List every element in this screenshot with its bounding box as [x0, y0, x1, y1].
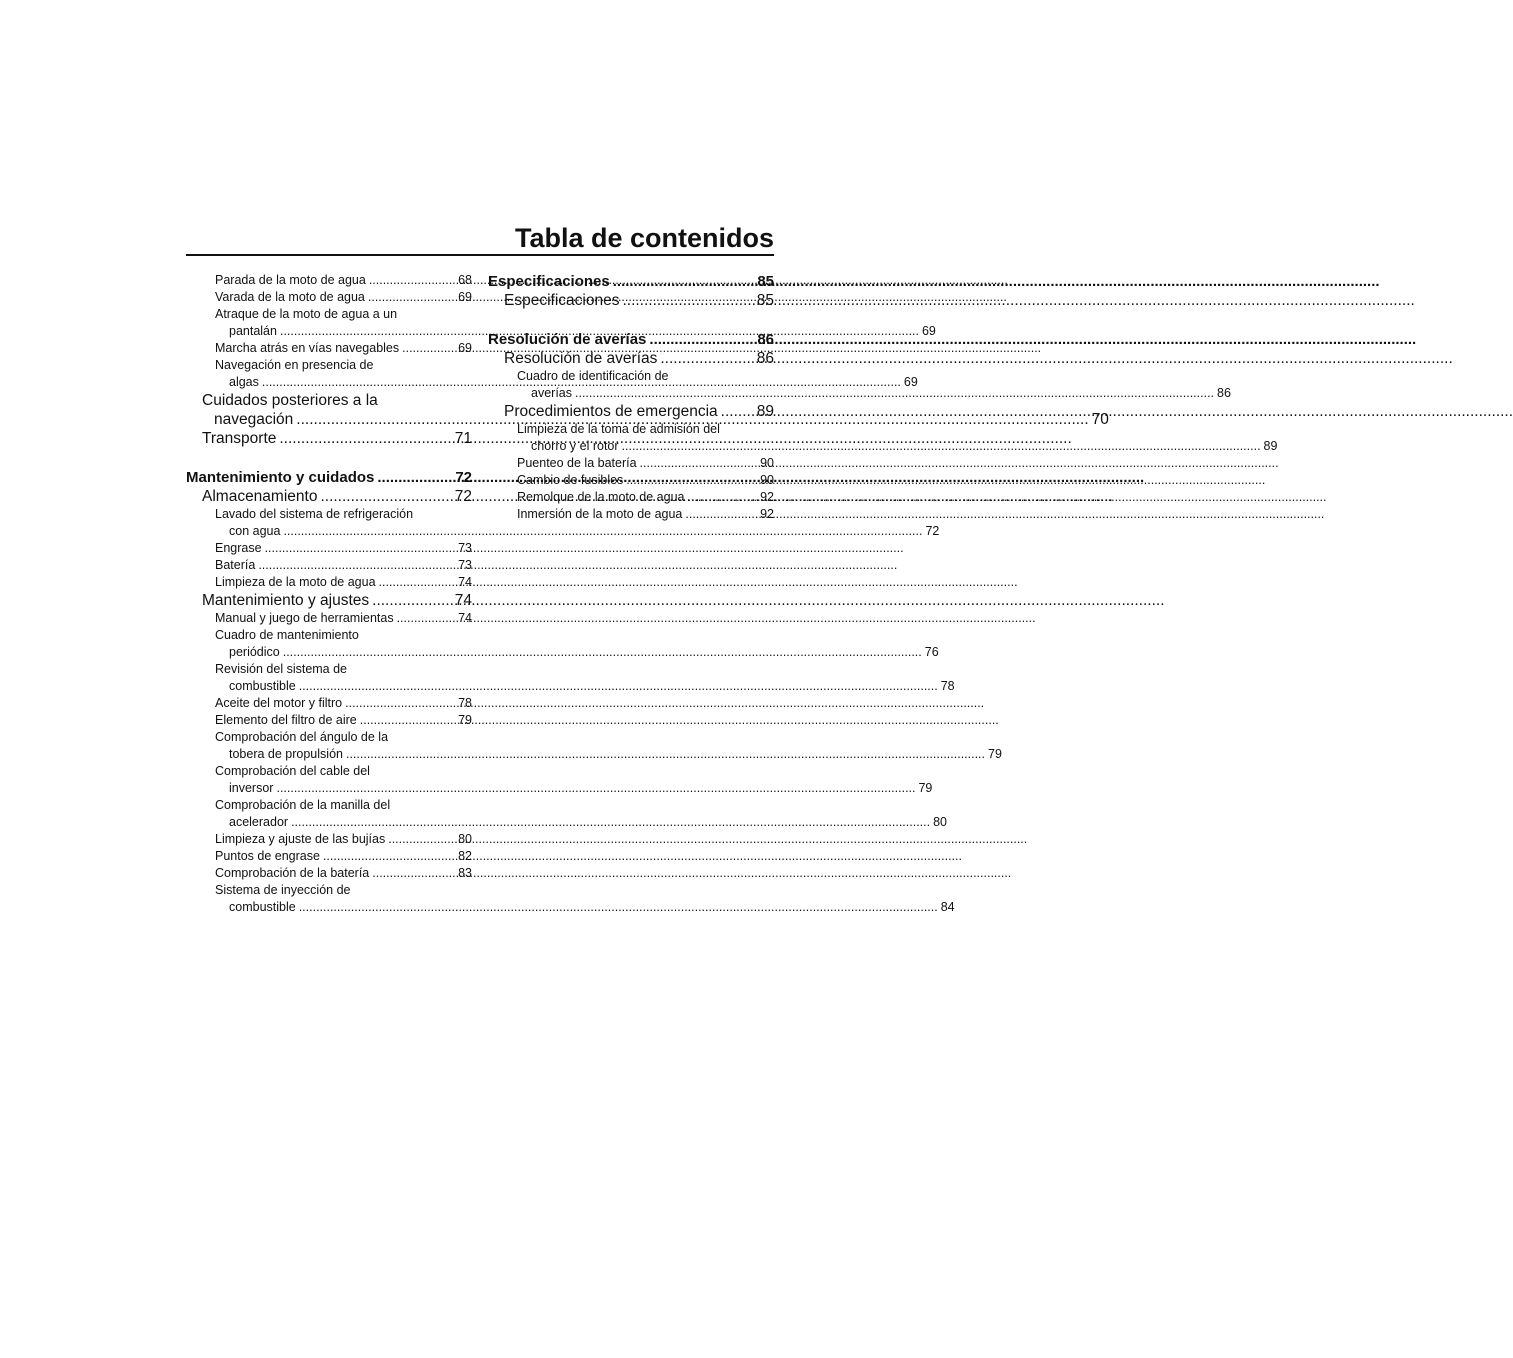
toc-entry-text: Revisión del sistema de	[215, 662, 348, 676]
toc-entry-row	[215, 272, 472, 289]
toc-entry-title: Transporte	[202, 430, 277, 447]
toc-subsection[interactable]	[186, 712, 472, 729]
section-gap	[186, 448, 472, 468]
toc-entry-title: Inmersión de la moto de agua	[517, 507, 683, 521]
toc-page-number: 85	[756, 292, 774, 309]
toc-entry-title: pantalán	[229, 324, 277, 338]
dot-leader	[372, 591, 452, 610]
toc-entry-row	[215, 574, 472, 591]
toc-section[interactable]	[488, 291, 774, 310]
toc-page-number: 80	[458, 832, 472, 846]
toc-entry-row	[504, 349, 774, 368]
dot-leader	[622, 291, 753, 310]
toc-page-number: 86	[757, 331, 774, 348]
toc-entry-title: Cambio de fusibles	[517, 473, 624, 487]
page-header	[186, 222, 774, 256]
toc-subsection[interactable]	[186, 882, 955, 916]
toc-entry-row	[215, 746, 1002, 763]
toc-subsection[interactable]	[186, 289, 472, 306]
toc-entry-title: Puntos de engrase	[215, 849, 320, 863]
toc-page-number: 82	[458, 849, 472, 863]
toc-entry-text: Navegación en presencia de	[215, 358, 374, 372]
toc-page-number: 86	[1217, 386, 1231, 400]
toc-entry-title: chorro y el rotor	[531, 439, 619, 453]
page-title: Tabla de contenidos	[514, 223, 774, 253]
toc-entry-text: Cuadro de mantenimiento	[215, 628, 359, 642]
toc-entry-title: Resolución de averías	[488, 331, 647, 348]
toc-page-number: 83	[458, 866, 472, 880]
toc-entry-title: inversor	[229, 781, 274, 795]
dot-leader	[291, 815, 930, 829]
dot-leader	[622, 439, 1261, 453]
toc-page-number: 92	[760, 507, 774, 521]
dot-leader	[369, 272, 455, 289]
toc-subsection[interactable]	[186, 695, 472, 712]
dot-leader	[265, 540, 456, 557]
toc-entry-text: Lavado del sistema de refrigeración	[215, 507, 414, 521]
toc-entry-title: Manual y juego de herramientas	[215, 611, 394, 625]
dot-leader	[379, 574, 456, 591]
toc-subsection[interactable]	[186, 763, 933, 797]
toc-entry-title: Batería	[215, 558, 256, 572]
toc-entry-title: combustible	[229, 900, 296, 914]
toc-section[interactable]	[186, 429, 472, 448]
toc-entry-title: Comprobación de la batería	[215, 866, 370, 880]
dot-leader	[345, 695, 455, 712]
toc-entry-title: averías	[531, 386, 572, 400]
toc-page-number: 74	[454, 592, 472, 609]
toc-entry-row	[215, 289, 472, 306]
toc-subsection[interactable]	[488, 489, 774, 506]
toc-section[interactable]	[488, 402, 774, 421]
toc-subsection[interactable]	[186, 557, 472, 574]
toc-section[interactable]	[186, 487, 472, 506]
toc-entry-row	[517, 472, 774, 489]
toc-entry-title: Especificaciones	[504, 292, 620, 309]
toc-entry-row	[215, 780, 933, 797]
dot-leader	[346, 747, 985, 761]
toc-entry-text: Limpieza de la toma de admisión del	[517, 422, 720, 436]
toc-section[interactable]	[488, 349, 774, 368]
toc-page-number: 73	[458, 558, 472, 572]
toc-entry-text: Comprobación de la manilla del	[215, 798, 391, 812]
toc-entry-row	[488, 330, 774, 349]
toc-page-number: 86	[756, 350, 774, 367]
dot-leader	[649, 330, 754, 349]
toc-entry-row	[215, 831, 472, 848]
toc-subsection[interactable]	[186, 340, 472, 357]
dot-leader	[360, 712, 455, 729]
toc-page-number: 92	[760, 490, 774, 504]
toc-entry-row	[202, 429, 472, 448]
dot-leader	[388, 831, 455, 848]
toc-subsection[interactable]	[488, 472, 774, 489]
section-gap	[488, 310, 774, 330]
dot-leader	[323, 848, 455, 865]
toc-page-number: 68	[458, 273, 472, 287]
toc-entry-row	[215, 814, 947, 831]
dot-leader	[402, 340, 455, 357]
toc-entry-text: Comprobación del cable del	[215, 764, 370, 778]
toc-entry-row	[215, 865, 472, 882]
dot-leader	[299, 900, 938, 914]
dot-leader	[283, 524, 922, 538]
toc-subsection[interactable]	[186, 610, 472, 627]
toc-entry-row	[517, 455, 774, 472]
toc-subsection[interactable]	[186, 574, 472, 591]
dot-leader	[613, 272, 755, 291]
toc-entry-title: Parada de la moto de agua	[215, 273, 366, 287]
dot-leader	[640, 455, 758, 472]
toc-page-number: 69	[458, 290, 472, 304]
toc-page-number: 69	[458, 341, 472, 355]
title-rule	[186, 254, 774, 256]
toc-page-number: 79	[988, 747, 1002, 761]
toc-page-number: 84	[940, 900, 955, 914]
toc-entry-title: navegación	[214, 411, 294, 428]
toc-entry-title: Almacenamiento	[202, 488, 318, 505]
toc-entry-title: Puenteo de la batería	[517, 456, 637, 470]
toc-entry-title: combustible	[229, 679, 296, 693]
toc-chapter[interactable]	[488, 272, 774, 291]
toc-chapter[interactable]	[488, 330, 774, 349]
toc-entry-row	[215, 644, 939, 661]
toc-entry-row	[215, 557, 472, 574]
toc-entry-row	[186, 468, 472, 487]
toc-subsection[interactable]	[488, 455, 774, 472]
dot-leader	[258, 557, 455, 574]
toc-page-number: 74	[458, 575, 472, 589]
toc-entry-title: Limpieza y ajuste de las bujías	[215, 832, 386, 846]
dot-leader	[299, 679, 938, 693]
dot-leader	[320, 487, 451, 506]
toc-page-number: 78	[458, 696, 472, 710]
toc-page-number: 74	[458, 611, 472, 625]
toc-page-number: 79	[918, 781, 933, 795]
toc-entry-row	[215, 848, 472, 865]
toc-page-number: 90	[760, 473, 774, 487]
toc-entry-title: Limpieza de la moto de agua	[215, 575, 376, 589]
toc-entry-text: Comprobación del ángulo de la	[215, 730, 389, 744]
toc-entry-title: Marcha atrás en vías navegables	[215, 341, 400, 355]
toc-entry-title: algas	[229, 375, 259, 389]
dot-leader	[372, 865, 455, 882]
toc-entry-row	[215, 712, 472, 729]
toc-page-number: 72	[925, 524, 940, 538]
dot-leader	[575, 386, 1214, 400]
toc-subsection[interactable]	[186, 848, 472, 865]
toc-entry-title: Engrase	[215, 541, 262, 555]
toc-subsection[interactable]	[186, 540, 472, 557]
toc-entry-row	[488, 272, 774, 291]
dot-leader	[626, 472, 757, 489]
toc-entry-row	[202, 487, 472, 506]
toc-page-number: 78	[940, 679, 955, 693]
toc-page-number: 89	[1263, 439, 1278, 453]
toc-page-number: 79	[458, 713, 472, 727]
toc-entry-title: con agua	[229, 524, 281, 538]
dot-leader	[397, 610, 456, 627]
toc-page-number: 72	[454, 488, 472, 505]
toc-entry-title: Resolución de averías	[504, 350, 658, 367]
toc-entry-row	[215, 678, 955, 695]
toc-page-number: 70	[1091, 411, 1109, 428]
toc-subsection[interactable]	[186, 797, 947, 831]
toc-page-number: 73	[458, 541, 472, 555]
toc-subsection[interactable]	[186, 627, 939, 661]
toc-entry-text: Sistema de inyección de	[215, 883, 351, 897]
toc-entry-text: Cuadro de identificación de	[517, 369, 669, 383]
toc-entry-row	[517, 385, 1231, 402]
toc-entry-row	[202, 591, 472, 610]
toc-entry-title: Varada de la moto de agua	[215, 290, 365, 304]
toc-entry-row	[504, 402, 774, 421]
toc-entry-row	[517, 438, 1278, 455]
toc-entry-title: acelerador	[229, 815, 289, 829]
toc-entry-row	[215, 695, 472, 712]
toc-subsection[interactable]	[186, 831, 472, 848]
toc-subsection[interactable]	[186, 272, 472, 289]
toc-entry-row	[215, 899, 955, 916]
dot-leader	[377, 468, 452, 487]
toc-entry-text: Cuidados posteriores a la	[202, 392, 378, 409]
toc-chapter[interactable]	[186, 468, 472, 487]
toc-entry-title: Procedimientos de emergencia	[504, 403, 718, 420]
toc-entry-row	[215, 340, 472, 357]
toc-page-number: 89	[756, 403, 774, 420]
dot-leader	[687, 489, 757, 506]
toc-entry-row	[517, 506, 774, 523]
toc-page-number: 76	[924, 645, 939, 659]
toc-entry-row	[215, 523, 940, 540]
toc-page-number: 69	[921, 324, 936, 338]
toc-page-number: 71	[454, 430, 472, 447]
toc-page-number: 72	[455, 469, 472, 486]
toc-page-number: 85	[757, 273, 774, 290]
toc-entry-row	[215, 610, 472, 627]
toc-subsection[interactable]	[488, 506, 774, 523]
toc-page-number: 80	[933, 815, 947, 829]
toc-entry-text: Atraque de la moto de agua a un	[215, 307, 398, 321]
toc-entry-title: Remolque de la moto de agua	[517, 490, 685, 504]
dot-leader	[283, 645, 922, 659]
toc-entry-row	[517, 489, 774, 506]
dot-leader	[685, 506, 757, 523]
toc-entry-title: tobera de propulsión	[229, 747, 343, 761]
toc-page-number: 69	[903, 375, 918, 389]
toc-entry-title: Mantenimiento y ajustes	[202, 592, 370, 609]
toc-entry-title: Mantenimiento y cuidados	[186, 469, 375, 486]
toc-section[interactable]	[186, 591, 472, 610]
dot-leader	[276, 781, 915, 795]
toc-entry-title: Especificaciones	[488, 273, 610, 290]
toc-entry-row	[215, 540, 472, 557]
dot-leader	[660, 349, 753, 368]
toc-subsection[interactable]	[488, 421, 1278, 455]
dot-leader	[721, 402, 754, 421]
dot-leader	[368, 289, 455, 306]
toc-page-number: 90	[760, 456, 774, 470]
dot-leader	[279, 429, 451, 448]
toc-subsection[interactable]	[186, 865, 472, 882]
toc-entry-title: Aceite del motor y filtro	[215, 696, 343, 710]
toc-subsection[interactable]	[186, 661, 955, 695]
toc-entry-title: periódico	[229, 645, 280, 659]
toc-subsection[interactable]	[186, 729, 1002, 763]
toc-entry-row	[504, 291, 774, 310]
toc-entry-title: Elemento del filtro de aire	[215, 713, 357, 727]
